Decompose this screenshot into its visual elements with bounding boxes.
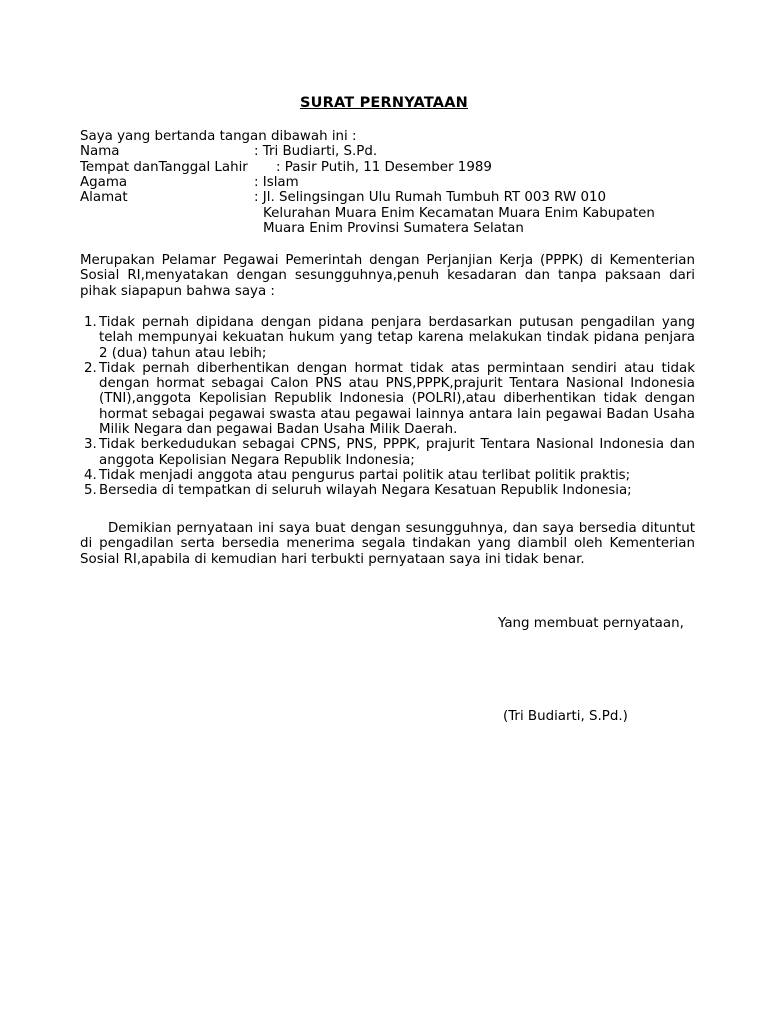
- list-item-number: 3.: [84, 437, 97, 453]
- field-alamat-value-line3: Muara Enim Provinsi Sumatera Selatan: [263, 221, 524, 236]
- list-item-text: Bersedia di tempatkan di seluruh wilayah Negara Kesatuan Republik Indonesia;: [99, 483, 632, 499]
- list-item-number: 1.: [84, 315, 97, 330]
- intro-text: Saya yang bertanda tangan dibawah ini :: [80, 129, 357, 144]
- field-nama-value: : Tri Budiarti, S.Pd.: [254, 144, 378, 159]
- field-alamat-label: Alamat: [80, 190, 128, 205]
- list-item: [80, 483, 695, 498]
- list-item: [80, 437, 695, 468]
- field-agama-value: : Islam: [254, 175, 299, 190]
- field-agama-label: Agama: [80, 175, 128, 190]
- list-item: [80, 315, 695, 361]
- list-item-text: Tidak pernah diberhentikan dengan hormat tidak atas permintaan sendiri atau tidak dengan hormat sebagai Calon PNS atau PNS,PPPK,prajurit Tentara Nasional Indonesia (TNI),anggota Kepolisian Republik Indonesia (POLRI),atau diberhentikan tidak dengan hormat sebagai pegawai swasta atau pegawai lainnya antara lain pegawai Badan Usaha Milik Negara dan pegawai Badan Usaha Milik Daerah.: [99, 360, 695, 438]
- statement-paragraph: Merupakan Pelamar Pegawai Pemerintah dengan Perjanjian Kerja (PPPK) di Kementerian Sosial RI,menyatakan dengan sesungguhnya,penuh kesadaran dan tanpa paksaan dari pihak siapapun bahwa saya :: [80, 253, 695, 299]
- field-alamat-value-line1: : Jl. Selingsingan Ulu Rumah Tumbuh RT 003 RW 010: [254, 190, 606, 205]
- statement-list: [80, 315, 695, 499]
- signoff-text: Yang membuat pernyataan,: [498, 616, 684, 631]
- field-nama-label: Nama: [80, 144, 120, 159]
- field-ttl-label: Tempat danTanggal Lahir: [80, 160, 248, 175]
- list-item: [80, 361, 695, 437]
- document-title: SURAT PERNYATAAN: [299, 95, 468, 111]
- list-item-text: Tidak menjadi anggota atau pengurus partai politik atau terlibat politik praktis;: [99, 467, 631, 483]
- field-alamat-value-line2: Kelurahan Muara Enim Kecamatan Muara Enim Kabupaten: [263, 206, 655, 221]
- list-item-number: 4.: [84, 467, 97, 483]
- list-item-number: 2.: [84, 360, 97, 376]
- field-ttl-value: : Pasir Putih, 11 Desember 1989: [276, 160, 492, 175]
- list-item-number: 5.: [84, 483, 97, 499]
- list-item-text: Tidak pernah dipidana dengan pidana penjara berdasarkan putusan pengadilan yang telah mempunyai kekuatan hukum yang tetap karena melakukan tindak pidana penjara 2 (dua) tahun atau lebih;: [99, 315, 695, 361]
- signature-name: (Tri Budiarti, S.Pd.): [503, 709, 628, 724]
- closing-paragraph: Demikian pernyataan ini saya buat dengan sesungguhnya, dan saya bersedia dituntut di pengadilan serta bersedia menerima segala tindakan yang diambil oleh Kementerian Sosial RI,apabila di kemudian hari terbukti pernyataan saya ini tidak benar.: [80, 521, 695, 567]
- list-item-text: Tidak berkedudukan sebagai CPNS, PNS, PPPK, prajurit Tentara Nasional Indonesia dan anggota Kepolisian Negara Republik Indonesia;: [99, 437, 695, 468]
- list-item: [80, 468, 695, 483]
